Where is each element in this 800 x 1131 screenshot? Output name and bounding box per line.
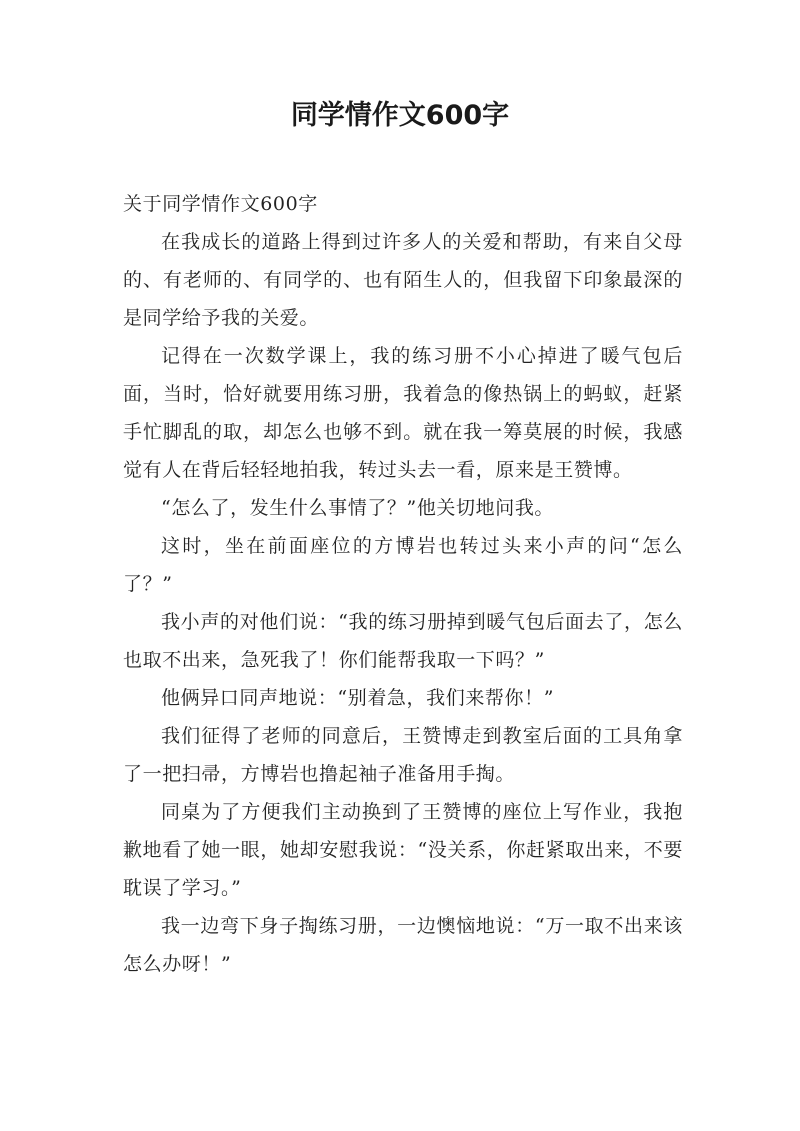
document-subtitle: 关于同学情作文600字 [123, 193, 318, 215]
paragraph: 我们征得了老师的同意后，王赞博走到教室后面的工具角拿了一把扫帚，方博岩也撸起袖子准备用手掏。 [123, 725, 683, 785]
paragraph: 同桌为了方便我们主动换到了王赞博的座位上写作业，我抱歉地看了她一眼，她却安慰我说：“没关系，你赶紧取出来，不要耽误了学习。” [123, 801, 683, 899]
document-title: 同学情作文600字 [290, 100, 510, 131]
document-body [123, 185, 683, 983]
paragraph: 在我成长的道路上得到过许多人的关爱和帮助，有来自父母的、有老师的、有同学的、也有陌生人的，但我留下印象最深的是同学给予我的关爱。 [123, 231, 683, 329]
paragraph: 他俩异口同声地说：“别着急，我们来帮你！” [161, 687, 555, 709]
paragraph: 我一边弯下身子掏练习册，一边懊恼地说：“万一取不出来该怎么办呀！” [123, 915, 683, 975]
paragraph: “怎么了，发生什么事情了？”他关切地问我。 [161, 497, 555, 519]
paragraph: 记得在一次数学课上，我的练习册不小心掉进了暖气包后面，当时，恰好就要用练习册，我着急的像热锅上的蚂蚁，赶紧手忙脚乱的取，却怎么也够不到。就在我一筹莫展的时候，我感觉有人在背后轻轻地拍我，转过头去一看，原来是王赞博。 [123, 345, 683, 481]
paragraph: 这时，坐在前面座位的方博岩也转过头来小声的问“怎么了？” [123, 535, 683, 595]
paragraph: 我小声的对他们说：“我的练习册掉到暖气包后面去了，怎么也取不出来，急死我了！你们能帮我取一下吗？” [123, 611, 683, 671]
